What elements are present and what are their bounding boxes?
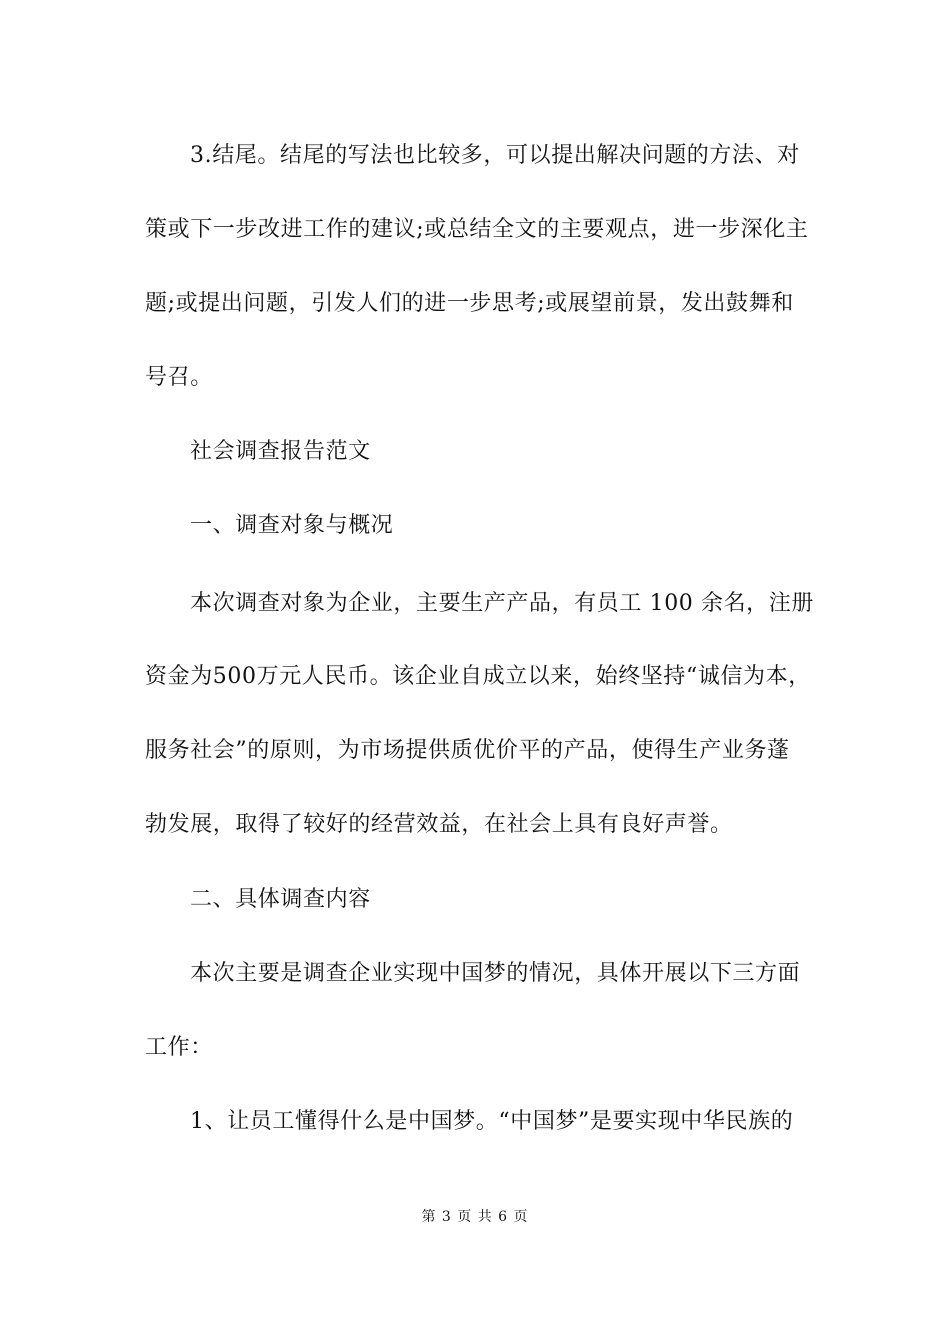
page-label-mid: 页 共: [457, 1209, 493, 1225]
paragraph-line: 策或下一步改进工作的建议;或总结全文的主要观点，进一步深化主: [145, 217, 809, 242]
total-pages-number: 6: [498, 1209, 509, 1225]
paragraph-line: 勃发展，取得了较好的经营效益，在社会上具有良好声誉。: [145, 812, 733, 837]
paragraph-line: 资金为500万元人民币。该企业自成立以来，始终坚持“诚信为本，: [145, 664, 811, 689]
page-footer: [0, 1208, 950, 1226]
paragraph-line: 本次调查对象为企业，主要生产产品，有员工 100 余名，注册: [190, 591, 814, 616]
paragraph-line: 工作：: [145, 1035, 213, 1060]
section-heading: 一、调查对象与概况: [190, 513, 394, 538]
paragraph-line: 号召。: [145, 365, 213, 390]
paragraph-line: 3.结尾。结尾的写法也比较多，可以提出解决问题的方法、对: [190, 143, 800, 168]
section-title: 社会调查报告范文: [190, 439, 371, 464]
current-page-number: 3: [441, 1209, 452, 1225]
paragraph-line: 本次主要是调查企业实现中国梦的情况，具体开展以下三方面: [190, 961, 801, 986]
paragraph-line: 服务社会”的原则，为市场提供质优价平的产品，使得生产业务蓬: [145, 738, 790, 763]
section-heading: 二、具体调查内容: [190, 887, 371, 912]
paragraph-line: 题;或提出问题，引发人们的进一步思考;或展望前景，发出鼓舞和: [145, 291, 794, 316]
page-label-suffix: 页: [513, 1209, 529, 1225]
page-label-prefix: 第: [421, 1209, 437, 1225]
paragraph-line: 1、让员工懂得什么是中国梦。“中国梦”是要实现中华民族的: [190, 1109, 794, 1134]
